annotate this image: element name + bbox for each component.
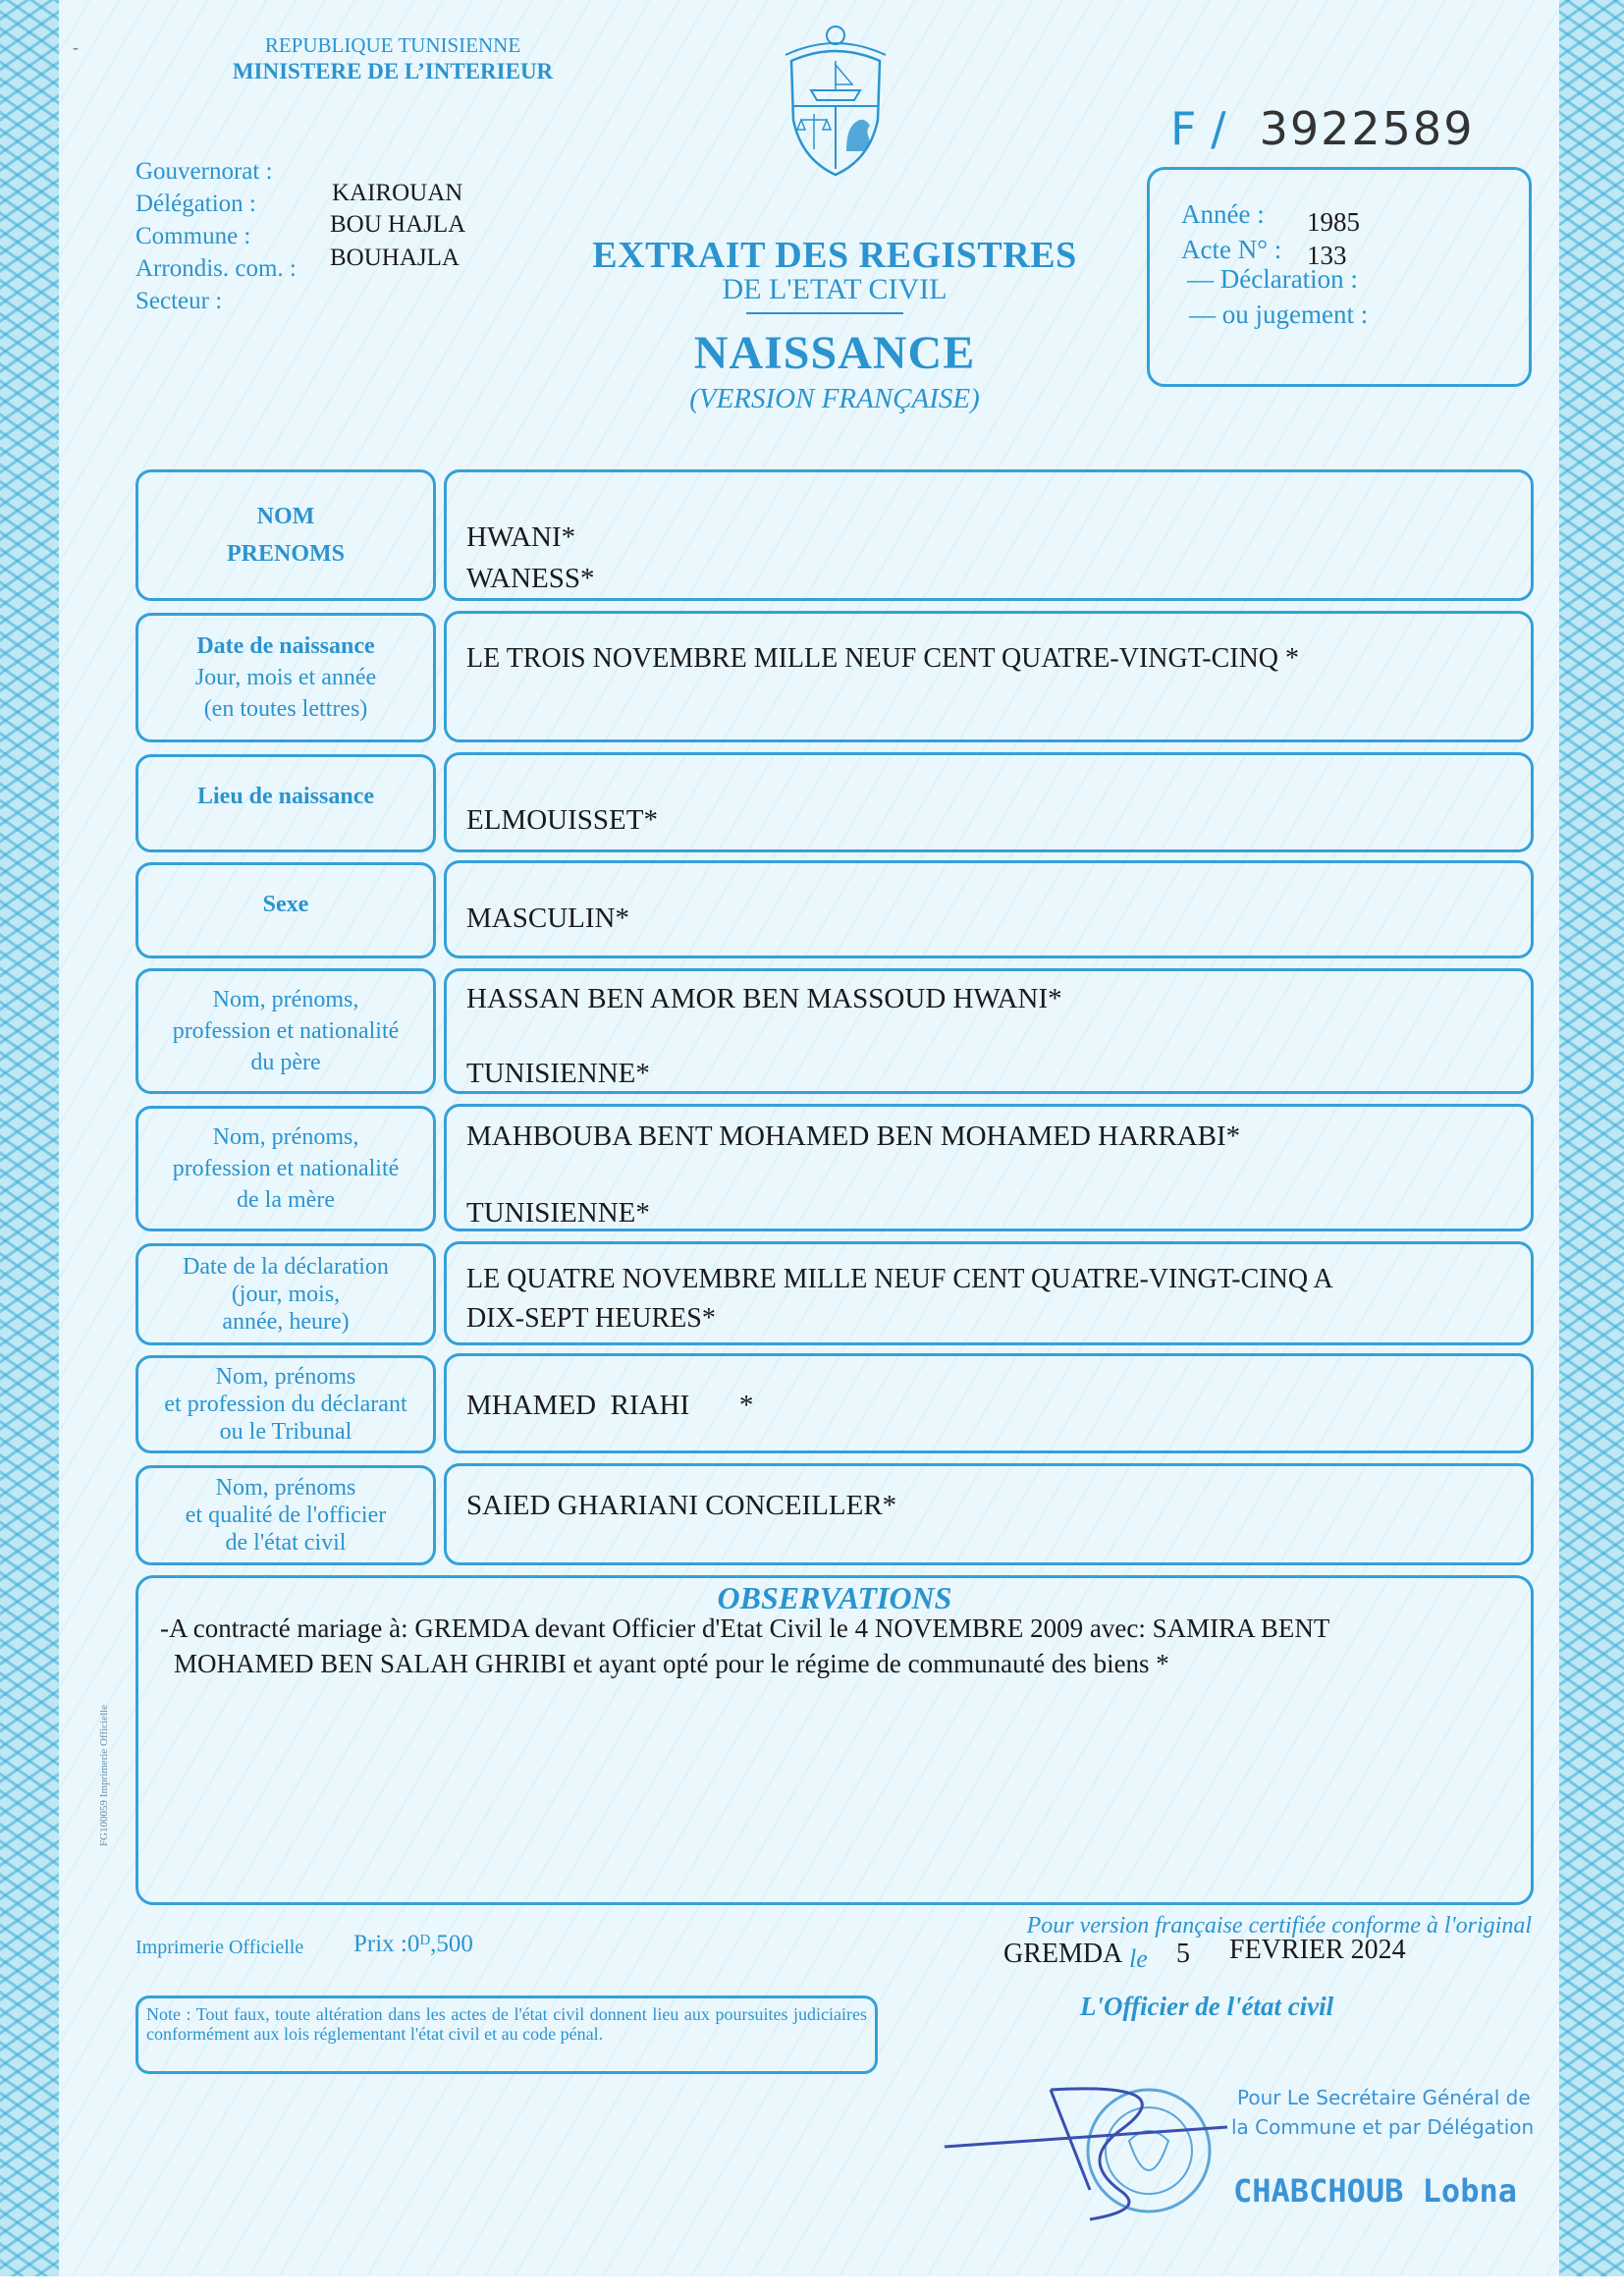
stamp-line1: Pour Le Secrétaire Général de [1237, 2086, 1531, 2109]
secteur-label: Secteur : [135, 288, 223, 314]
officier-label-line3: de l'état civil [225, 1530, 347, 1556]
mere-label-line1: Nom, prénoms, [212, 1124, 359, 1150]
jugement-label: — ou jugement : [1189, 300, 1369, 329]
declarant-field [444, 1353, 1534, 1453]
declarant-label-line2: et profession du déclarant [164, 1392, 407, 1417]
observations-title: OBSERVATIONS [717, 1580, 952, 1615]
acte-number-label: Acte N° : [1181, 235, 1282, 264]
acte-number-value: 133 [1307, 241, 1347, 270]
date-declaration-label [135, 1243, 436, 1345]
declarant-value: MHAMED RIAHI * [466, 1390, 754, 1421]
date-naissance-title: Date de naissance [196, 633, 375, 659]
pere-nationality-value: TUNISIENNE* [466, 1058, 650, 1089]
stamp-signatory-name: CHABCHOUB Lobna [1233, 2172, 1517, 2210]
officier-field [444, 1463, 1534, 1565]
date-declaration-value-line2: DIX-SEPT HEURES* [466, 1303, 716, 1334]
document-type: NAISSANCE [693, 327, 976, 379]
lieu-naissance-field [444, 752, 1534, 852]
acte-box [1147, 167, 1532, 387]
lieu-naissance-value: ELMOUISSET* [466, 804, 658, 836]
mere-field [444, 1104, 1534, 1231]
pere-label-line3: du père [250, 1050, 321, 1075]
date-naissance-field [444, 611, 1534, 742]
observations-line1: -A contracté mariage à: GREMDA devant Officier d'Etat Civil le 4 NOVEMBRE 2009 avec: SAMIRA BENT [160, 1613, 1330, 1643]
declarant-label-line3: ou le Tribunal [219, 1419, 352, 1445]
ministry-header: MINISTERE DE L’INTERIEUR [232, 59, 554, 83]
legal-note: Note : Tout faux, toute altération dans les actes de l'état civil donnent lieu aux poursuites judiciaires conformément aux lois réglementant l'état civil et au code pénal. [135, 1995, 878, 2074]
sexe-value: MASCULIN* [466, 902, 629, 934]
observations-box [135, 1575, 1534, 1905]
sexe-field [444, 860, 1534, 958]
observations-line2: MOHAMED BEN SALAH GHRIBI et ayant opté pour le régime de communauté des biens * [174, 1649, 1169, 1678]
nom-prenoms-field [444, 469, 1534, 601]
scan-bottom-edge [0, 2276, 1624, 2296]
tunisia-coat-of-arms-icon [772, 22, 899, 179]
annee-value: 1985 [1307, 207, 1360, 237]
le-word: le [1129, 1944, 1148, 1973]
lieu-naissance-label [135, 754, 436, 852]
scan-mark: - [73, 37, 79, 57]
commune-value: BOUHAJLA [330, 245, 460, 271]
margin-print-code: FG100059 Imprimerie Officielle [98, 1705, 110, 1846]
gouvernorat-label: Gouvernorat : [135, 158, 273, 185]
date-declaration-title: Date de la déclaration [183, 1254, 389, 1280]
date-declaration-field [444, 1241, 1534, 1345]
date-declaration-value-line1: LE QUATRE NOVEMBRE MILLE NEUF CENT QUATRE-VINGT-CINQ A [466, 1264, 1333, 1294]
mere-label-line3: de la mère [237, 1187, 335, 1213]
certification-text: Pour version française certifiée conforme à l'original [1026, 1913, 1532, 1939]
issue-month-year: FEVRIER 2024 [1229, 1935, 1406, 1965]
gouvernorat-value: KAIROUAN [332, 180, 463, 206]
left-security-border [0, 0, 59, 2296]
commune-label: Commune : [135, 223, 251, 249]
nom-value: HWANI* [466, 521, 576, 553]
date-declaration-hint1: (jour, mois, [231, 1282, 341, 1307]
imprimerie-label: Imprimerie Officielle [135, 1937, 304, 1958]
mere-nationality-value: TUNISIENNE* [466, 1197, 650, 1229]
prenoms-value: WANESS* [466, 563, 595, 594]
document-title: EXTRAIT DES REGISTRES [592, 235, 1077, 276]
pere-label [135, 968, 436, 1094]
prix-label: Prix :0ᴰ,500 [353, 1931, 473, 1957]
pere-label-line1: Nom, prénoms, [212, 987, 359, 1012]
official-seal-icon [943, 2072, 1237, 2229]
officier-value: SAIED GHARIANI CONCEILLER* [466, 1490, 897, 1521]
stamp-line2: la Commune et par Délégation [1231, 2115, 1535, 2139]
date-naissance-value: LE TROIS NOVEMBRE MILLE NEUF CENT QUATRE-VINGT-CINQ * [466, 643, 1300, 674]
document-version: (VERSION FRANÇAISE) [689, 383, 980, 414]
serial-prefix: F / [1170, 102, 1226, 155]
annee-label: Année : [1181, 199, 1265, 229]
date-declaration-hint2: année, heure) [222, 1309, 350, 1335]
officier-label-line2: et qualité de l'officier [185, 1503, 387, 1528]
pere-label-line2: profession et nationalité [172, 1018, 400, 1044]
document-subtitle: DE L'ETAT CIVIL [722, 273, 947, 305]
date-naissance-hint1: Jour, mois et année [194, 665, 377, 690]
mere-label-line2: profession et nationalité [172, 1156, 400, 1181]
declaration-label: — Déclaration : [1187, 264, 1358, 294]
sexe-label [135, 862, 436, 958]
delegation-value: BOU HAJLA [330, 211, 466, 238]
officier-label-line1: Nom, prénoms [215, 1475, 356, 1501]
nom-prenoms-label [135, 469, 436, 601]
declarant-label [135, 1355, 436, 1453]
issue-day: 5 [1176, 1939, 1190, 1969]
officer-title: L'Officier de l'état civil [1080, 1992, 1334, 2021]
right-security-border [1559, 0, 1624, 2296]
pere-field [444, 968, 1534, 1094]
serial-number [1170, 102, 1474, 155]
issue-place: GREMDA [1003, 1939, 1123, 1969]
title-divider [746, 312, 903, 314]
pere-name-value: HASSAN BEN AMOR BEN MASSOUD HWANI* [466, 983, 1062, 1014]
officier-label [135, 1465, 436, 1565]
delegation-label: Délégation : [135, 191, 256, 217]
date-naissance-label [135, 613, 436, 742]
sexe-title: Sexe [262, 892, 309, 917]
declarant-label-line1: Nom, prénoms [215, 1364, 356, 1390]
mere-name-value: MAHBOUBA BENT MOHAMED BEN MOHAMED HARRABI* [466, 1121, 1241, 1152]
mere-label [135, 1106, 436, 1231]
republic-header: REPUBLIQUE TUNISIENNE [264, 33, 521, 57]
arrondissement-label: Arrondis. com. : [135, 255, 297, 282]
lieu-naissance-title: Lieu de naissance [196, 784, 375, 809]
prenoms-label: PRENOMS [227, 541, 345, 567]
nom-label: NOM [256, 504, 315, 529]
date-naissance-hint2: (en toutes lettres) [203, 696, 368, 722]
serial-value: 3922589 [1259, 102, 1475, 155]
